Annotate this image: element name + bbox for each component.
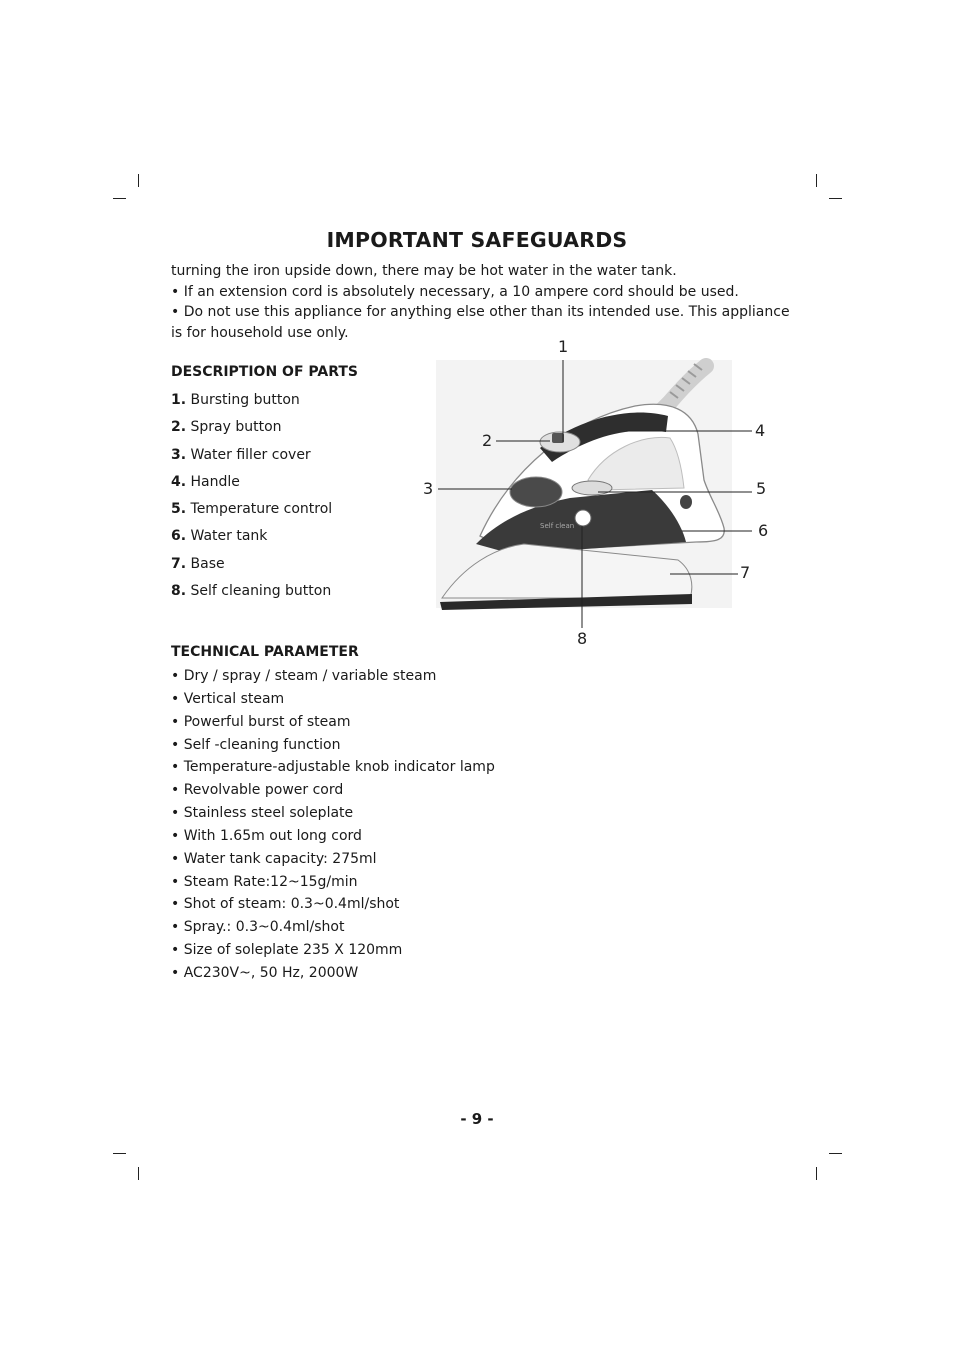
list-item: • Spray.: 0.3~0.4ml/shot bbox=[171, 919, 345, 936]
part-item bbox=[171, 581, 332, 608]
list-item: • AC230V~, 50 Hz, 2000W bbox=[171, 964, 359, 981]
list-item: • Vertical steam bbox=[171, 690, 285, 707]
part-label: Temperature control bbox=[190, 501, 333, 518]
callout-1: 1 bbox=[558, 337, 569, 356]
page-title: IMPORTANT SAFEGUARDS bbox=[326, 228, 628, 252]
technical-heading: TECHNICAL PARAMETER bbox=[171, 644, 359, 660]
list-item: • Temperature-adjustable knob indicator lamp bbox=[171, 759, 495, 776]
part-number: 2. bbox=[171, 419, 187, 436]
intro-line: • If an extension cord is absolutely necessary, a 10 ampere cord should be used. bbox=[171, 283, 739, 300]
technical-list bbox=[171, 666, 495, 986]
callout-7: 7 bbox=[740, 563, 751, 582]
callout-5: 5 bbox=[756, 479, 767, 498]
callout-8: 8 bbox=[577, 629, 588, 648]
list-item: • With 1.65m out long cord bbox=[171, 827, 362, 844]
list-item: • Self -cleaning function bbox=[171, 736, 341, 753]
parts-list bbox=[171, 390, 332, 608]
crop-mark bbox=[816, 1167, 817, 1180]
part-label: Base bbox=[190, 555, 225, 572]
parts-heading: DESCRIPTION OF PARTS bbox=[171, 364, 358, 380]
part-item bbox=[171, 499, 332, 526]
part-item bbox=[171, 526, 332, 553]
part-item bbox=[171, 472, 332, 499]
crop-mark bbox=[138, 1167, 139, 1180]
part-number: 3. bbox=[171, 446, 187, 463]
list-item: • Stainless steel soleplate bbox=[171, 805, 354, 822]
crop-mark bbox=[829, 1153, 842, 1154]
list-item: • Revolvable power cord bbox=[171, 782, 344, 799]
part-label: Water filler cover bbox=[190, 446, 311, 463]
list-item: • Dry / spray / steam / variable steam bbox=[171, 668, 437, 684]
list-item: • Size of soleplate 235 X 120mm bbox=[171, 942, 403, 959]
list-item: • Shot of steam: 0.3~0.4ml/shot bbox=[171, 896, 400, 913]
part-label: Spray button bbox=[190, 419, 282, 436]
steam-iron-illustration-icon bbox=[420, 330, 780, 650]
crop-mark bbox=[113, 198, 126, 199]
part-label: Water tank bbox=[190, 528, 268, 545]
list-item: • Water tank capacity: 275ml bbox=[171, 850, 377, 867]
callout-2: 2 bbox=[482, 431, 493, 450]
crop-mark bbox=[829, 198, 842, 199]
callout-3: 3 bbox=[423, 479, 434, 498]
part-number: 5. bbox=[171, 501, 187, 518]
brand-text: Self clean bbox=[540, 522, 575, 530]
crop-mark bbox=[816, 174, 817, 187]
part-label: Handle bbox=[190, 473, 240, 490]
part-label: Bursting button bbox=[190, 392, 300, 408]
crop-mark bbox=[113, 1153, 126, 1154]
part-number: 8. bbox=[171, 583, 187, 600]
intro-line: turning the iron upside down, there may be hot water in the water tank. bbox=[171, 263, 677, 279]
part-number: 6. bbox=[171, 528, 187, 545]
part-item bbox=[171, 445, 332, 472]
part-item bbox=[171, 417, 332, 444]
part-number: 7. bbox=[171, 555, 187, 572]
part-item bbox=[171, 390, 332, 417]
list-item: • Powerful burst of steam bbox=[171, 713, 351, 730]
list-item: • Steam Rate:12~15g/min bbox=[171, 873, 358, 890]
callout-6: 6 bbox=[758, 521, 769, 540]
part-number: 4. bbox=[171, 473, 187, 490]
part-label: Self cleaning button bbox=[190, 583, 332, 600]
part-item bbox=[171, 554, 332, 581]
callout-4: 4 bbox=[755, 421, 766, 440]
part-number: 1. bbox=[171, 392, 187, 408]
page-number: - 9 - bbox=[460, 1110, 494, 1128]
intro-line: • Do not use this appliance for anything else other than its intended use. This appliance is for household use only. bbox=[171, 304, 790, 341]
crop-mark bbox=[138, 174, 139, 187]
